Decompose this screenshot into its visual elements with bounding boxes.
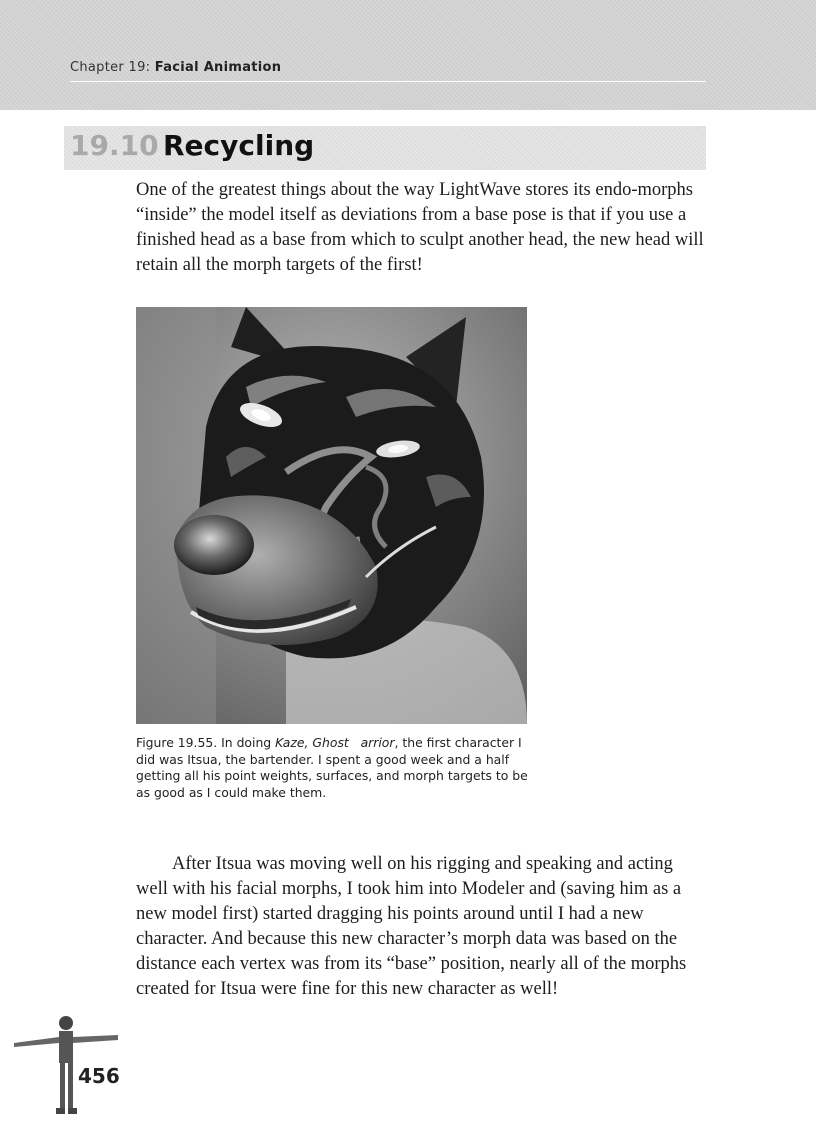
wolf-head-render bbox=[136, 307, 527, 724]
caption-title: Kaze, Ghost arrior bbox=[275, 735, 395, 750]
chapter-label: Chapter 19: bbox=[70, 60, 151, 75]
header-band bbox=[0, 0, 816, 110]
page-number: 456 bbox=[78, 1064, 120, 1088]
caption-rest: , the first character I did was Itsua, the bartender. I spent a good week and a half getting all his point weights, surfaces, and morph targets to be as good as I could make them. bbox=[136, 735, 528, 800]
running-head bbox=[70, 60, 281, 75]
body-paragraph-after: After Itsua was moving well on his rigging and speaking and acting well with his facial morphs, I took him into Modeler and (saving him as a new model first) started dragging his points around until I had a new character. And because this new character’s morph data was based on the distance each vertex was from its “base” position, nearly all of the morphs created for Itsua were fine for this new character as well! bbox=[136, 854, 687, 999]
chapter-title: Facial Animation bbox=[154, 60, 282, 75]
caption-prefix: Figure 19.55. In doing bbox=[136, 735, 276, 750]
figure-caption bbox=[136, 735, 536, 801]
section-heading-band bbox=[64, 126, 706, 170]
header-rule bbox=[70, 81, 706, 82]
section-title: Recycling bbox=[163, 129, 315, 162]
figure-image bbox=[136, 307, 527, 724]
section-number: 19.10 bbox=[70, 129, 159, 162]
body-paragraph-intro: One of the greatest things about the way LightWave stores its endo-morphs “inside” the model itself as deviations from a base pose is that if you use a finished head as a base from which to sculpt another head, the new head will retain all the morph targets of the first! bbox=[136, 180, 704, 275]
